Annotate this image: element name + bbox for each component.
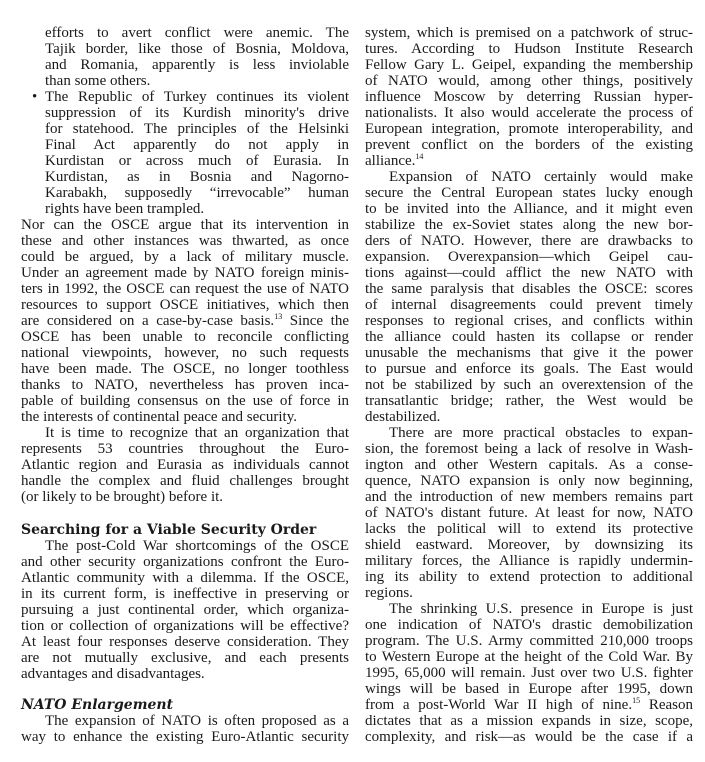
- text-line: European integration, promote interoperability, and: [365, 121, 693, 137]
- text-line: Atlantic community with a dilemma. If the OSCE,: [21, 570, 349, 586]
- text-line: way to enhance the existing Euro-Atlantic security: [21, 729, 349, 745]
- text-line: The post-Cold War shortcomings of the OSCE: [45, 538, 349, 554]
- text-line: At least four responses deserve consideration. They: [21, 634, 349, 650]
- text-segment: Since the: [282, 313, 349, 329]
- text-line: have been made. The OSCE, no longer toothless: [21, 361, 349, 377]
- paragraph: [365, 601, 693, 745]
- footnote-reference: 15: [632, 696, 641, 705]
- footnote-reference: 13: [274, 312, 283, 321]
- text-line: these and other instances was thwarted, as once: [21, 233, 349, 249]
- text-line: national viewpoints, however, no such requests: [21, 345, 349, 361]
- text-line: (or likely to be brought) before it.: [21, 489, 224, 505]
- paragraph: [21, 25, 349, 89]
- text-line: the same paralysis that disables the OSCE: scores: [365, 281, 693, 297]
- text-line: ington and other Western capitals. As a conse-: [365, 457, 693, 473]
- text-line: nationalists. It also would accelerate the process of: [365, 105, 693, 121]
- text-line: regions.: [365, 585, 413, 601]
- text-line: suppression of its Kurdish minority's drive: [45, 105, 349, 121]
- text-line: pursuing a just continental order, which organiza-: [21, 602, 349, 618]
- text-segment: are considered on a case-by-case basis.: [21, 313, 275, 329]
- text-line: destabilized.: [365, 409, 441, 425]
- text-line: Nor can the OSCE argue that its intervention in: [21, 217, 349, 233]
- text-line: OSCE has been unable to reconcile conflicting: [21, 329, 349, 345]
- text-line: prevent conflict on the borders of the existing: [365, 137, 693, 153]
- text-line: secure the Central European states lucky enough: [365, 185, 693, 201]
- paragraph: [365, 169, 693, 425]
- paragraph: [21, 713, 349, 745]
- text-line: not be stabilized by such an overextension of the: [365, 377, 693, 393]
- text-line: ders of NATO. However, there are drawbacks to: [365, 233, 693, 249]
- text-line: [365, 153, 693, 169]
- bullet-icon: •: [32, 89, 38, 105]
- text-line: Atlantic region and Eurasia as individuals cannot: [21, 457, 349, 473]
- paragraph: [21, 217, 349, 425]
- text-line: to pursue and enforce its goals. The East would: [365, 361, 693, 377]
- section-heading: Searching for a Viable Security Order: [21, 522, 317, 538]
- text-line: one indication of NATO's drastic demobilization: [365, 617, 693, 633]
- text-line: of NATO's distant future. At least for now, NATO: [365, 505, 693, 521]
- text-line: pable of building consensus on the use of force in: [21, 393, 349, 409]
- text-line: dictates that as a mission expands in size, scope,: [365, 713, 693, 729]
- text-line: are not mutually exclusive, and each presents: [21, 650, 349, 666]
- right-column: [365, 25, 693, 745]
- text-line: advantages and disadvantages.: [21, 666, 205, 682]
- text-line: the alliance could hasten its collapse or render: [365, 329, 693, 345]
- text-line: unusable the mechanisms that give it the power: [365, 345, 693, 361]
- text-line: There are more practical obstacles to expan-: [389, 425, 693, 441]
- text-line: expansion. Overexpansion—which Geipel cau-: [365, 249, 693, 265]
- paragraph: [365, 425, 693, 601]
- text-line: transatlantic bridge; rather, the West would be: [365, 393, 693, 409]
- text-line: tures. According to Hudson Institute Research: [365, 41, 693, 57]
- text-line: Kurdistan or across much of Eurasia. In: [45, 153, 349, 169]
- bullet-item: [21, 89, 349, 217]
- text-line: military forces, the Alliance is rapidly undermin-: [365, 553, 693, 569]
- text-line: of internal disagreements could prevent timely: [365, 297, 693, 313]
- text-line: of NATO would, among other things, positively: [365, 73, 693, 89]
- text-line: Under an agreement made by NATO foreign minis-: [21, 265, 349, 281]
- text-line: in its current form, is ineffective in preserving or: [21, 586, 349, 602]
- text-line: Karabakh, supposedly “irrevocable” human: [45, 185, 349, 201]
- text-line: Final Act apparently do not apply in: [45, 137, 349, 153]
- text-line: Expansion of NATO certainly would make: [389, 169, 693, 185]
- text-line: than some others.: [45, 73, 151, 89]
- text-line: tion or collection of organizations will be effective?: [21, 618, 349, 634]
- text-line: The expansion of NATO is often proposed as a: [45, 713, 349, 729]
- text-line: [365, 697, 693, 713]
- text-line: The Republic of Turkey continues its violent: [45, 89, 349, 105]
- text-line: sion, the foremost being a lack of resolve in Wash-: [365, 441, 693, 457]
- text-line: the interests of continental peace and security.: [21, 409, 297, 425]
- paragraph: [365, 25, 693, 169]
- text-line: complexity, and risk—as would be the case if a: [365, 729, 693, 745]
- text-segment: alliance.: [365, 153, 416, 169]
- text-segment: from a post-World War II high of nine.: [365, 697, 633, 713]
- text-line: shield eastward. Moreover, by downsizing its: [365, 537, 693, 553]
- text-line: stabilize the ex-Soviet states along the new bor-: [365, 217, 693, 233]
- text-line: for statehood. The principles of the Helsinki: [45, 121, 349, 137]
- text-line: influence Moscow by deterring Russian hyper-: [365, 89, 693, 105]
- text-line: rights have been trampled.: [45, 201, 205, 217]
- text-line: Tajik border, like those of Bosnia, Moldova,: [45, 41, 349, 57]
- text-segment: Reason: [640, 697, 693, 713]
- text-line: and the introduction of new members remains part: [365, 489, 693, 505]
- text-line: [21, 313, 349, 329]
- text-line: The shrinking U.S. presence in Europe is just: [389, 601, 693, 617]
- text-line: program. The U.S. Army committed 210,000 troops: [365, 633, 693, 649]
- subsection-heading: NATO Enlargement: [21, 697, 174, 713]
- text-line: could be argued, by a lack of military muscle.: [21, 249, 349, 265]
- text-line: and Romania, apparently is less inviolable: [45, 57, 349, 73]
- text-line: Kurdistan, as in Bosnia and Nagorno-: [45, 169, 349, 185]
- text-line: quence, NATO expansion is only now beginning,: [365, 473, 693, 489]
- text-line: lacks the political will to extend its protective: [365, 521, 693, 537]
- text-line: system, which is premised on a patchwork of struc-: [365, 25, 693, 41]
- paragraph: [21, 425, 349, 505]
- text-line: responses to regional crises, and conflicts within: [365, 313, 693, 329]
- text-line: wings will be based in Europe after 1995, down: [365, 681, 693, 697]
- text-line: ters in 1992, the OSCE can request the use of NATO: [21, 281, 349, 297]
- text-line: ing its ability to extend protection to additional: [365, 569, 693, 585]
- text-line: thanks to NATO, nevertheless has proven inca-: [21, 377, 349, 393]
- paragraph: [21, 538, 349, 682]
- text-line: 1995, 65,000 will remain. Just over two U.S. fighter: [365, 665, 693, 681]
- text-line: to be invited into the Alliance, and it might even: [365, 201, 693, 217]
- text-line: efforts to avert conflict were anemic. The: [45, 25, 349, 41]
- text-line: handle the complex and fluid challenges brought: [21, 473, 349, 489]
- left-column: [21, 25, 349, 745]
- text-line: Fellow Gary L. Geipel, expanding the membership: [365, 57, 693, 73]
- text-line: It is time to recognize that an organization that: [45, 425, 349, 441]
- text-line: tions against—could afflict the new NATO with: [365, 265, 693, 281]
- text-line: resources to support OSCE initiatives, which then: [21, 297, 349, 313]
- text-line: to Western Europe at the height of the Cold War. By: [365, 649, 693, 665]
- footnote-reference: 14: [415, 152, 424, 161]
- text-line: and other security organizations confront the Euro-: [21, 554, 349, 570]
- text-line: represents 53 countries throughout the Euro-: [21, 441, 349, 457]
